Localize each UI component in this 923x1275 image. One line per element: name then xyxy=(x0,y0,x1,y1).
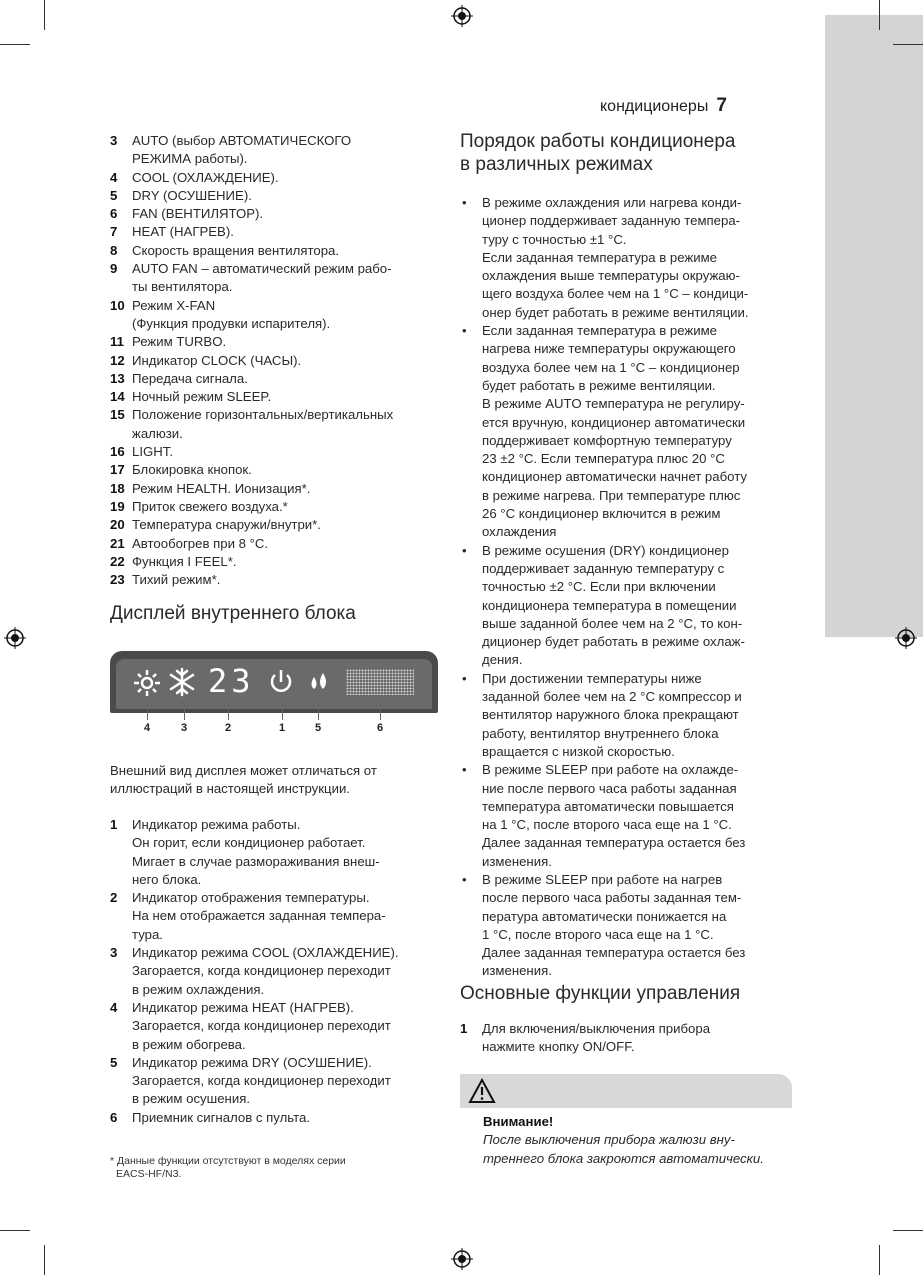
warning-block xyxy=(483,1113,803,1168)
item-text: в режим осушения. xyxy=(132,1091,250,1107)
bullet-text: будет работать в режиме вентиляции. xyxy=(482,377,716,393)
bullet-text: В режиме осушения (DRY) кондиционер xyxy=(482,542,729,558)
bullet-text: на 1 °С, после второго часа еще на 1 °С. xyxy=(482,817,732,833)
bullet-dot-icon: • xyxy=(462,670,467,686)
item-number: 4 xyxy=(110,169,118,185)
display-label-1: 1 xyxy=(278,722,286,734)
item-text: Режим X-FAN xyxy=(132,297,216,313)
bullet-item xyxy=(460,670,795,761)
bullet-text: В режиме охлаждения или нагрева конди- xyxy=(482,195,742,210)
bullet-text: поддерживает комфортную температуру xyxy=(482,432,732,448)
item-number: 6 xyxy=(110,206,118,222)
bullet-item xyxy=(460,761,795,871)
crop-mark xyxy=(893,44,923,45)
item-number: 3 xyxy=(110,945,118,961)
bullet-text: поддерживает заданную температуру с xyxy=(482,560,725,576)
item-number: 22 xyxy=(110,553,125,569)
list-item xyxy=(110,352,440,370)
list-item xyxy=(110,516,440,534)
display-label-3: 3 xyxy=(180,722,188,734)
registration-mark-icon xyxy=(4,627,26,649)
item-number: 5 xyxy=(110,1054,118,1070)
item-text: Режим TURBO. xyxy=(132,334,227,350)
footnote-line: EACS-HF/N3. xyxy=(116,1168,182,1180)
remote-functions-list xyxy=(110,132,440,589)
bullet-text: после первого часа работы заданная тем- xyxy=(482,890,742,906)
display-label-2: 2 xyxy=(224,722,232,734)
item-text: FAN (ВЕНТИЛЯТОР). xyxy=(132,206,264,222)
item-text: жалюзи. xyxy=(132,425,183,441)
warning-title: Внимание! xyxy=(483,1114,554,1129)
bullet-text: воздуха более чем на 1 °С – кондиционер xyxy=(482,359,740,375)
display-label-4: 4 xyxy=(143,722,151,734)
bullet-item xyxy=(460,871,795,981)
bullet-text: изменения. xyxy=(482,963,552,979)
list-item xyxy=(110,553,440,571)
bullet-dot-icon: • xyxy=(462,323,467,339)
display-note-line: иллюстраций в настоящей инструкции. xyxy=(110,781,350,797)
bullet-dot-icon: • xyxy=(462,762,467,778)
item-text: Индикатор режима HEAT (НАГРЕВ). xyxy=(132,999,354,1015)
item-text: Для включения/выключения прибора xyxy=(482,1021,711,1036)
bullet-text: температура автоматически повышается xyxy=(482,798,734,814)
list-item xyxy=(110,443,440,461)
item-number: 1 xyxy=(110,817,118,832)
bullet-text: щего воздуха более чем на 1 °С – кондици- xyxy=(482,286,749,302)
list-item xyxy=(110,571,440,589)
functions-section-title: Основные функции управления xyxy=(460,983,741,1004)
item-text: Передача сигнала. xyxy=(132,370,248,386)
bullet-item xyxy=(460,322,795,542)
bullet-item xyxy=(460,542,795,670)
display-label-5: 5 xyxy=(314,722,322,734)
item-number: 17 xyxy=(110,462,125,478)
bullet-text: заданной более чем на 2 °С компрессор и xyxy=(482,689,742,705)
item-number: 4 xyxy=(110,999,118,1015)
indoor-display-panel xyxy=(110,651,438,713)
item-number: 2 xyxy=(110,890,118,906)
item-number: 11 xyxy=(110,334,124,350)
header-title: кондиционеры xyxy=(600,98,709,115)
item-text: AUTO (выбор АВТОМАТИЧЕСКОГО xyxy=(132,133,352,148)
bullet-text: точностью ±2 °С. Если при включении xyxy=(482,579,716,595)
display-note xyxy=(110,762,440,799)
list-item xyxy=(110,535,440,553)
bullet-dot-icon: • xyxy=(462,871,467,887)
item-text: Загорается, когда кондиционер переходит xyxy=(132,963,391,979)
item-number: 9 xyxy=(110,261,118,277)
list-item xyxy=(110,889,440,944)
bullet-text: 1 °С, после второго часа еще на 1 °С. xyxy=(482,926,714,942)
warning-triangle-icon xyxy=(468,1078,496,1104)
list-item xyxy=(110,205,440,223)
registration-mark-icon xyxy=(451,1248,473,1270)
crop-mark xyxy=(44,0,45,30)
item-text: Индикатор CLOCK (ЧАСЫ). xyxy=(132,352,302,368)
bullet-text: 26 °С кондиционер включится в режим xyxy=(482,506,721,522)
item-text: AUTO FAN – автоматический режим рабо- xyxy=(132,261,392,277)
item-number: 23 xyxy=(110,572,125,588)
bullet-text: Если заданная температура в режиме xyxy=(482,323,717,339)
list-item xyxy=(110,1109,440,1127)
item-text: Приток свежего воздуха.* xyxy=(132,498,288,514)
bullet-text: В режиме AUTO температура не регулиру- xyxy=(482,396,745,412)
list-item xyxy=(110,999,440,1054)
modes-section-title: Порядок работы кондиционера в различных режимах xyxy=(460,131,736,175)
item-number: 7 xyxy=(110,224,118,240)
item-number: 1 xyxy=(460,1021,468,1036)
bullet-text: вращается с низкой скоростью. xyxy=(482,743,675,759)
display-section-title: Дисплей внутреннего блока xyxy=(110,603,356,624)
list-item xyxy=(110,388,440,406)
bullet-dot-icon: • xyxy=(462,542,467,558)
list-item xyxy=(110,480,440,498)
temperature-display: 23 xyxy=(208,662,255,700)
item-text: нажмите кнопку ON/OFF. xyxy=(482,1039,635,1055)
footnote xyxy=(110,1155,346,1181)
item-text: Положение горизонтальных/вертикальных xyxy=(132,407,394,423)
item-text: Индикатор отображения температуры. xyxy=(132,890,370,906)
bullet-text: ние после первого часа работы заданная xyxy=(482,780,737,796)
item-number: 18 xyxy=(110,480,125,496)
crop-mark xyxy=(893,1230,923,1231)
item-text: Блокировка кнопок. xyxy=(132,462,252,478)
list-item xyxy=(110,223,440,241)
item-text: тура. xyxy=(132,926,163,942)
item-text: COOL (ОХЛАЖДЕНИЕ). xyxy=(132,169,279,185)
registration-mark-icon xyxy=(451,5,473,27)
item-text: Индикатор режима DRY (ОСУШЕНИЕ). xyxy=(132,1054,372,1070)
bullet-text: При достижении температуры ниже xyxy=(482,670,702,686)
water-drops-dry-icon xyxy=(306,669,332,695)
bullet-text: Далее заданная температура остается без xyxy=(482,835,746,851)
modes-bullets-list xyxy=(460,194,795,981)
list-item xyxy=(110,187,440,205)
sun-heat-icon xyxy=(132,668,162,698)
page-number: 7 xyxy=(716,95,727,116)
list-item xyxy=(110,333,440,351)
bullet-text: дения. xyxy=(482,652,523,668)
functions-list xyxy=(460,1020,795,1057)
registration-mark-icon xyxy=(895,627,917,649)
bullet-text: туру с точностью ±1 °С. xyxy=(482,231,627,247)
bullet-dot-icon: • xyxy=(462,195,467,210)
bullet-text: ется вручную, кондиционер автоматически xyxy=(482,414,746,430)
list-item xyxy=(110,169,440,187)
item-text: Загорается, когда кондиционер переходит xyxy=(132,1018,391,1034)
item-text: Мигает в случае размораживания внеш- xyxy=(132,853,380,869)
warning-bar xyxy=(460,1074,792,1108)
item-text: На нем отображается заданная темпера- xyxy=(132,908,386,924)
item-number: 12 xyxy=(110,352,125,368)
item-number: 10 xyxy=(110,297,125,313)
bullet-text: В режиме SLEEP при работе на охлажде- xyxy=(482,762,739,778)
snowflake-cool-icon xyxy=(167,667,197,697)
item-text: (Функция продувки испарителя). xyxy=(132,315,331,331)
item-text: LIGHT. xyxy=(132,444,174,460)
bullet-text: нагрева ниже температуры окружающего xyxy=(482,341,736,357)
item-text: Скорость вращения вентилятора. xyxy=(132,242,340,258)
bullet-text: 23 ±2 °С. Если температура плюс 20 °С xyxy=(482,451,725,467)
side-tab xyxy=(825,15,923,637)
item-text: него блока. xyxy=(132,871,202,887)
list-item xyxy=(110,297,440,334)
item-number: 21 xyxy=(110,535,125,551)
item-text: Режим HEALTH. Ионизация*. xyxy=(132,480,311,496)
list-item xyxy=(110,1054,440,1109)
item-text: в режим обогрева. xyxy=(132,1036,246,1052)
item-text: ты вентилятора. xyxy=(132,279,233,295)
item-number: 6 xyxy=(110,1109,118,1125)
list-item xyxy=(110,370,440,388)
bullet-text: диционер будет работать в режиме охлаж- xyxy=(482,634,745,650)
item-text: Ночный режим SLEEP. xyxy=(132,389,272,405)
bullet-text: ционер поддерживает заданную темпера- xyxy=(482,213,741,229)
signal-receiver-grid xyxy=(346,669,414,695)
list-item xyxy=(110,132,440,169)
bullet-text: кондиционер автоматически начнет работу xyxy=(482,469,747,485)
item-text: HEAT (НАГРЕВ). xyxy=(132,224,234,240)
crop-mark xyxy=(0,1230,30,1231)
item-text: Он горит, если кондиционер работает. xyxy=(132,835,366,851)
crop-mark xyxy=(879,0,880,30)
bullet-text: работу, вентилятор внутреннего блока xyxy=(482,725,719,741)
bullet-text: в режиме нагрева. При температуре плюс xyxy=(482,487,741,503)
display-label-6: 6 xyxy=(376,722,384,734)
bullet-text: охлаждения выше температуры окружаю- xyxy=(482,268,740,284)
item-number: 14 xyxy=(110,389,125,405)
crop-mark xyxy=(0,44,30,45)
crop-mark xyxy=(879,1245,880,1275)
item-text: РЕЖИМА работы). xyxy=(132,151,248,167)
list-item xyxy=(110,260,440,297)
item-text: Приемник сигналов с пульта. xyxy=(132,1109,311,1125)
item-number: 19 xyxy=(110,498,125,514)
list-item xyxy=(460,1020,795,1057)
item-text: DRY (ОСУШЕНИЕ). xyxy=(132,187,252,203)
item-text: в режим охлаждения. xyxy=(132,981,265,997)
item-text: Индикатор режима COOL (ОХЛАЖДЕНИЕ). xyxy=(132,945,399,961)
power-icon xyxy=(266,667,296,697)
crop-mark xyxy=(44,1245,45,1275)
list-item xyxy=(110,242,440,260)
item-text: Индикатор режима работы. xyxy=(132,817,301,832)
bullet-text: В режиме SLEEP при работе на нагрев xyxy=(482,871,723,887)
list-item xyxy=(110,816,440,889)
item-text: Загорается, когда кондиционер переходит xyxy=(132,1073,391,1089)
item-text: Температура снаружи/внутри*. xyxy=(132,517,321,533)
item-number: 15 xyxy=(110,407,125,423)
bullet-text: Если заданная температура в режиме xyxy=(482,249,717,265)
bullet-text: пература автоматически понижается на xyxy=(482,908,727,924)
item-number: 3 xyxy=(110,133,118,148)
item-text: Автообогрев при 8 °С. xyxy=(132,535,269,551)
item-number: 13 xyxy=(110,370,125,386)
warning-line: треннего блока закроются автоматически. xyxy=(483,1150,764,1166)
bullet-text: изменения. xyxy=(482,853,552,869)
item-number: 5 xyxy=(110,187,118,203)
bullet-item xyxy=(460,194,795,322)
item-text: Тихий режим*. xyxy=(132,572,221,588)
bullet-text: кондиционера температура в помещении xyxy=(482,597,737,613)
item-text: Функция I FEEL*. xyxy=(132,553,237,569)
footnote-line: * Данные функции отсутствуют в моделях серии xyxy=(110,1155,346,1167)
item-number: 20 xyxy=(110,517,125,533)
warning-line: После выключения прибора жалюзи вну- xyxy=(483,1132,735,1148)
bullet-text: Далее заданная температура остается без xyxy=(482,945,746,961)
bullet-text: выше заданной более чем на 2 °С, то кон- xyxy=(482,615,743,631)
list-item xyxy=(110,498,440,516)
display-note-line: Внешний вид дисплея может отличаться от xyxy=(110,763,377,778)
page-header xyxy=(600,95,727,117)
list-item xyxy=(110,461,440,479)
item-number: 16 xyxy=(110,444,125,460)
bullet-text: охлаждения xyxy=(482,524,557,540)
display-indicators-list xyxy=(110,816,440,1127)
item-number: 8 xyxy=(110,242,118,258)
bullet-text: вентилятор наружного блока прекращают xyxy=(482,707,739,723)
list-item xyxy=(110,944,440,999)
bullet-text: онер будет работать в режиме вентиляции. xyxy=(482,304,749,320)
list-item xyxy=(110,406,440,443)
